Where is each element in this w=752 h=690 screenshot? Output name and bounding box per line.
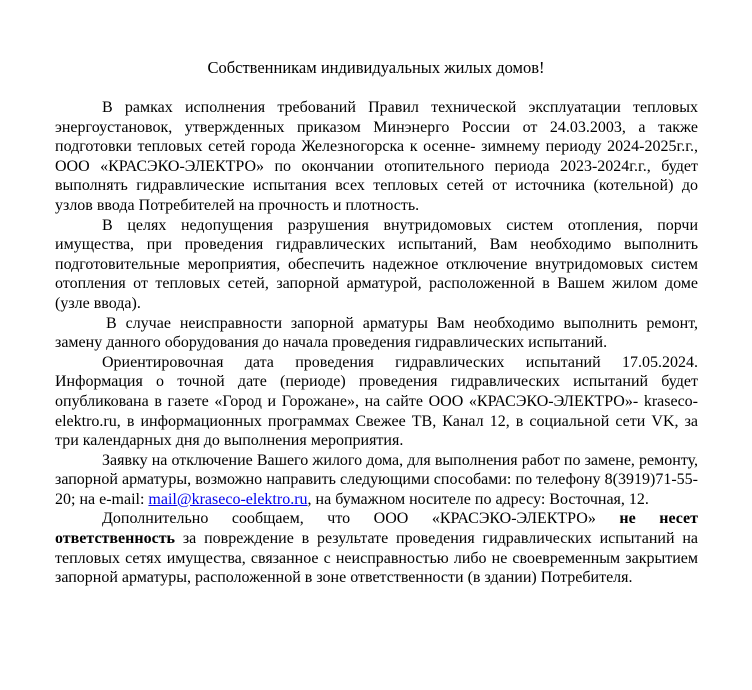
liability-bold-phrase: не несет ответственность [55,510,699,548]
document-title: Собственникам индивидуальных жилых домов! [207,58,545,77]
document-body [55,98,698,588]
paragraph-tests-announcement: В рамках исполнения требований Правил технической эксплуатации тепловых энергоустановок, утвержденных приказом Минэнерго России от 24.03.2003, а также подготовки тепловых сетей города Железногорска к осенне- зимнему периоду 2024-2025г.г., ООО «КРАСЭКО-ЭЛЕКТРО» по окончании отопительного периода 2023-2024г.г., будет выполнять гидравлические испытания всех тепловых сетей от источника (котельной) до узлов ввода Потребителей на прочность и плотность. [55,99,698,214]
paragraph-shutdown-request [55,451,698,510]
liability-intro: Дополнительно сообщаем, что ООО «КРАСЭКО-ЭЛЕКТРО» [102,510,620,528]
paragraph-liability [55,509,698,587]
shutdown-request-text: Заявку на отключение Вашего жилого дома, для выполнения работ по замене, ремонту, запорной арматуры, возможно направить следующими способами: по телефону 8(3919)71-55-20; на e-mail: [55,451,698,508]
paragraph-valve-repair: В случае неисправности запорной арматуры Вам необходимо выполнить ремонт, замену данного оборудования до начала проведения гидравлических испытаний. [55,314,698,352]
shutdown-request-address: , на бумажном носителе по адресу: Восточная, 12. [307,490,649,508]
paragraph-test-date: Ориентировочная дата проведения гидравлических испытаний 17.05.2024. Информация о точной дате (периоде) проведения гидравлических испытаний будет опубликована в газете «Город и Горожане», на сайте ООО «КРАСЭКО-ЭЛЕКТРО»- kraseco-elektro.ru, в информационных программах Свежее ТВ, Канал 12, в социальной сети VK, за три календарных дня до выполнения мероприятия. [55,353,698,450]
email-link[interactable]: mail@kraseco-elektro.ru [148,490,308,508]
liability-text: за повреждение в результате проведения гидравлических испытаний на тепловых сетях имущества, связанное с неисправностью либо не своевременным закрытием запорной арматуры, расположенной в зоне ответственности (в здании) Потребителя. [55,530,698,587]
paragraph-preparation: В целях недопущения разрушения внутридомовых систем отопления, порчи имущества, при проведения гидравлических испытаний, Вам необходимо выполнить подготовительные мероприятия, обеспечить надежное отключение внутридомовых систем отопления от тепловых сетей, запорной арматурой, расположенной в Вашем жилом доме (узле ввода). [55,216,698,312]
